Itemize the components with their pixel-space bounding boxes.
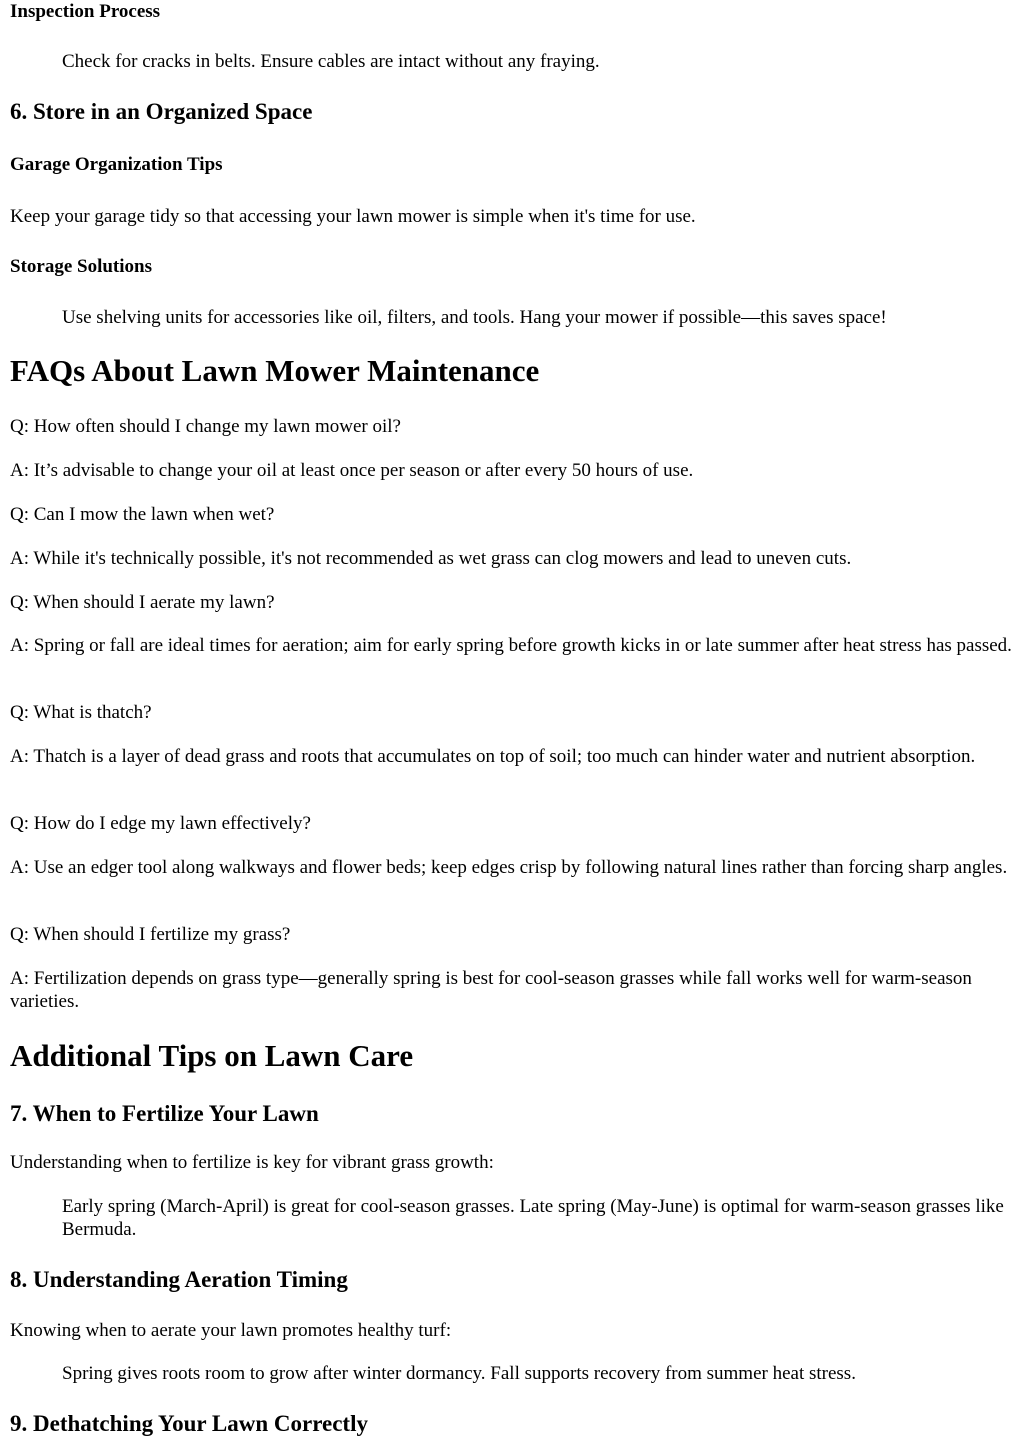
faq-question: Q: When should I fertilize my grass? [10,924,291,945]
section-9-heading: 9. Dethatching Your Lawn Correctly [10,1411,368,1436]
section-7-intro: Understanding when to fertilize is key for vibrant grass growth: [10,1152,494,1173]
storage-solutions-text: Use shelving units for accessories like oil, filters, and tools. Hang your mower if possible—this saves space! [62,307,887,328]
faq-question: Q: What is thatch? [10,702,152,723]
section-6-heading: 6. Store in an Organized Space [10,99,313,124]
inspection-process-text: Check for cracks in belts. Ensure cables are intact without any fraying. [62,51,600,72]
section-8-intro: Knowing when to aerate your lawn promotes healthy turf: [10,1320,452,1341]
faq-answer: A: While it's technically possible, it's not recommended as wet grass can clog mowers and lead to uneven cuts. [10,548,852,569]
faq-answer: A: It’s advisable to change your oil at least once per season or after every 50 hours of use. [10,460,694,481]
faq-question: Q: How often should I change my lawn mower oil? [10,416,401,437]
section-8-heading: 8. Understanding Aeration Timing [10,1267,348,1292]
faq-answer: A: Thatch is a layer of dead grass and roots that accumulates on top of soil; too much can hinder water and nutrient absorption. [10,746,976,767]
section-8-blockquote: Spring gives roots room to grow after winter dormancy. Fall supports recovery from summer heat stress. [62,1363,856,1384]
faq-answer: A: Spring or fall are ideal times for aeration; aim for early spring before growth kicks in or late summer after heat stress has passed. [10,635,1012,656]
garage-organization-text: Keep your garage tidy so that accessing your lawn mower is simple when it's time for use. [10,206,696,227]
faq-answer: A: Fertilization depends on grass type—generally spring is best for cool-season grasses while fall works well for warm-season varieties. [10,968,972,1012]
additional-tips-heading: Additional Tips on Lawn Care [10,1038,414,1073]
section-7-blockquote: Early spring (March-April) is great for cool-season grasses. Late spring (May-June) is optimal for warm-season grasses like Bermuda. [62,1196,1004,1240]
faq-question: Q: Can I mow the lawn when wet? [10,504,275,525]
faq-answer: A: Use an edger tool along walkways and flower beds; keep edges crisp by following natural lines rather than forcing sharp angles. [10,857,1008,878]
faq-question: Q: How do I edge my lawn effectively? [10,813,311,834]
section-7-heading: 7. When to Fertilize Your Lawn [10,1101,319,1126]
faqs-heading: FAQs About Lawn Mower Maintenance [10,353,540,388]
storage-solutions-heading: Storage Solutions [10,256,152,277]
garage-organization-heading: Garage Organization Tips [10,154,223,175]
inspection-process-heading: Inspection Process [10,1,161,22]
faq-question: Q: When should I aerate my lawn? [10,592,275,613]
